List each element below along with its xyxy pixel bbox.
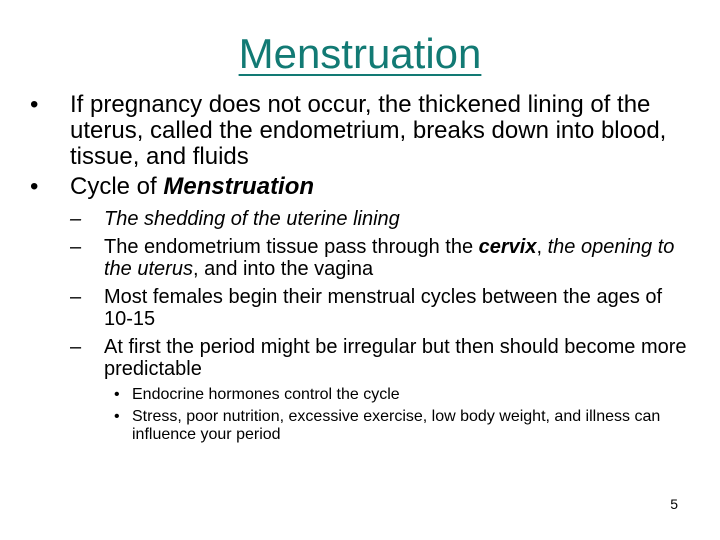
dash-marker: – (70, 208, 82, 230)
dash-marker: – (70, 286, 82, 308)
slide-title (0, 28, 720, 80)
sub-bullet-text-part3: , and into the vagina (192, 258, 374, 280)
bullet-cycle (28, 174, 688, 200)
sub-bullet-text-part1: The endometrium tissue pass through the (104, 236, 479, 258)
bullet-text-prefix: Cycle of (70, 173, 164, 200)
bullet-text-emphasis: Menstruation (163, 173, 315, 200)
sub-sub-bullet-hormones (28, 386, 688, 404)
sub-bullet-text-emphasis: cervix (478, 236, 537, 258)
sub-bullet-irregular (28, 336, 688, 380)
bullet-marker: • (114, 386, 120, 403)
dash-marker: – (70, 336, 82, 358)
slide-content (28, 92, 688, 448)
dash-marker: – (70, 236, 82, 258)
sub-bullet-text-italic: the opening to the uterus (104, 236, 675, 280)
sub-sub-bullet-influences (28, 408, 688, 444)
sub-bullet-text: Most females begin their menstrual cycles between the ages of 10-15 (104, 286, 663, 330)
slide-title-text: Menstruation (238, 30, 482, 77)
sub-bullet-text: At first the period might be irregular but then should become more predictable (104, 336, 687, 380)
sub-bullet-text-part2: , (536, 236, 548, 258)
sub-bullet-shedding (28, 208, 688, 230)
sub-sub-bullet-text: Endocrine hormones control the cycle (132, 386, 400, 403)
sub-bullet-ages (28, 286, 688, 330)
sub-bullet-list (28, 208, 688, 380)
sub-sub-bullet-list (28, 386, 688, 444)
bullet-text: If pregnancy does not occur, the thickened lining of the uterus, called the endometrium, breaks down into blood, tissue, and fluids (70, 91, 667, 170)
page-number: 5 (670, 496, 678, 512)
sub-bullet-endometrium (28, 236, 688, 280)
bullet-pregnancy (28, 92, 688, 170)
sub-bullet-text: The shedding of the uterine lining (104, 208, 400, 230)
bullet-marker: • (114, 408, 120, 425)
bullet-marker: • (30, 173, 39, 200)
bullet-marker: • (30, 91, 39, 118)
sub-sub-bullet-text: Stress, poor nutrition, excessive exercise, low body weight, and illness can influence your period (132, 408, 661, 443)
